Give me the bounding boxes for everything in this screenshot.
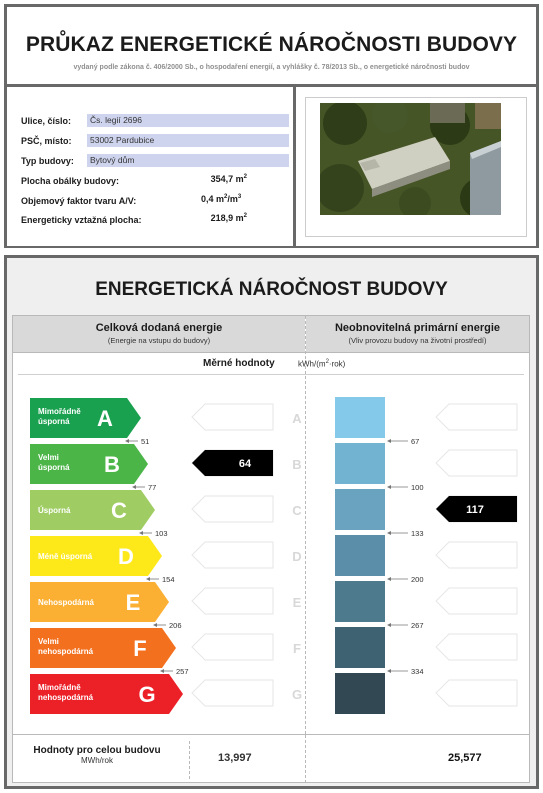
delivered-threshold-arrow-5: [153, 623, 157, 627]
specific-values-rule: [18, 374, 524, 375]
primary-threshold-6: 334: [411, 667, 424, 676]
primary-energy-bar-b: [335, 443, 385, 484]
delivered-energy-ghost-letter-d: D: [292, 549, 302, 564]
energy-class-label-e: Nehospodárná: [38, 598, 95, 607]
primary-threshold-2: 100: [411, 483, 424, 492]
specific-values-unit: kWh/$(m^2\cdot rok)$: [298, 359, 346, 369]
primary-energy-total: 25,577: [448, 752, 482, 764]
primary-threshold-arrow-4: [387, 577, 391, 581]
envelope-area-value: 354,7 $m^2$: [210, 174, 247, 184]
primary-energy-header: [306, 316, 529, 353]
delivered-energy-ghost-letter-g: G: [291, 687, 303, 702]
primary-energy-marker-slot-f: [436, 634, 517, 660]
building-aerial-photo: [320, 103, 501, 215]
primary-energy-bar-g: [335, 673, 385, 714]
delivered-threshold-6: 257: [176, 667, 189, 676]
building-type-label: Typ budovy:: [21, 156, 74, 166]
delivered-threshold-2: 77: [148, 483, 157, 492]
delivered-energy-ghost-letter-c: C: [292, 503, 302, 518]
energy-rating-title: ENERGETICKÁ NÁROČNOST BUDOVY: [95, 279, 448, 300]
building-totals-title: Hodnoty pro celou budovu: [33, 745, 161, 756]
energy-rating-inner: [7, 258, 536, 786]
energy-class-label-b-1: Velmi: [38, 453, 59, 462]
primary-threshold-arrow-6: [387, 669, 391, 673]
primary-energy-bar-e: [335, 581, 385, 622]
delivered-energy-ghost-letter-e: E: [292, 595, 302, 610]
footer-column-divider: [305, 735, 306, 783]
energy-rating-box: [4, 255, 539, 789]
delivered-energy-header: [13, 316, 305, 353]
building-totals-row: [13, 734, 529, 783]
energy-class-letter-d: D: [118, 544, 134, 569]
energy-class-label-a-2: úsporná: [38, 417, 70, 426]
specific-values-label: Měrné hodnoty: [203, 358, 275, 369]
building-type-value: Bytový dům: [87, 154, 289, 167]
primary-energy-marker-slot-b: [436, 450, 517, 476]
shape-factor-value: 0,4 $m^2/m^3$: [201, 194, 242, 204]
delivered-threshold-arrow-2: [132, 485, 136, 489]
building-photo-panel: [296, 87, 536, 246]
primary-threshold-1: 67: [411, 437, 420, 446]
energy-class-label-f-2: nehospodárná: [38, 647, 94, 656]
energy-class-label-c: Úsporná: [38, 506, 71, 515]
primary-energy-bar-c: [335, 489, 385, 530]
delivered-energy-marker-slot-g: [192, 680, 273, 706]
energy-rating-panel: [12, 315, 530, 783]
primary-energy-subtitle: (Vliv provozu budovy na životní prostředí): [348, 336, 487, 345]
building-totals-unit: MWh/rok: [81, 756, 113, 765]
primary-energy-bar-f: [335, 627, 385, 668]
street-label: Ulice, číslo:: [21, 116, 72, 126]
delivered-threshold-arrow-6: [160, 669, 164, 673]
primary-threshold-arrow-2: [387, 485, 391, 489]
delivered-energy-subtitle: (Energie na vstupu do budovy): [107, 336, 211, 345]
city-label: PSČ, místo:: [21, 136, 72, 146]
energy-class-label-g-1: Mimořádně: [38, 683, 81, 692]
energy-class-label-d: Méně úsporná: [38, 552, 93, 561]
shape-factor-label: Objemový faktor tvaru A/V:: [21, 196, 137, 206]
building-info-box: [4, 4, 539, 248]
envelope-area-label: Plocha obálky budovy:: [21, 176, 120, 186]
delivered-energy-total: 13,997: [218, 752, 252, 764]
primary-threshold-5: 267: [411, 621, 424, 630]
energy-class-letter-g: G: [138, 682, 156, 707]
delivered-energy-marker-slot-c: [192, 496, 273, 522]
certificate-header: [7, 7, 536, 84]
primary-energy-marker-slot-e: [436, 588, 517, 614]
primary-energy-bar-d: [335, 535, 385, 576]
city-value: 53002 Pardubice: [87, 134, 289, 147]
energy-class-letter-f: F: [133, 636, 147, 661]
delivered-energy-marker-slot-d: [192, 542, 273, 568]
delivered-threshold-arrow-3: [139, 531, 143, 535]
building-details: [7, 87, 293, 246]
primary-energy-marker-slot-d: [436, 542, 517, 568]
energy-class-label-a-1: Mimořádně: [38, 407, 81, 416]
delivered-threshold-4: 154: [162, 575, 175, 584]
delivered-energy-title: Celková dodaná energie: [95, 322, 223, 334]
energy-class-letter-b: B: [104, 452, 120, 477]
certificate-subtitle: vydaný podle zákona č. 406/2000 Sb., o hospodaření energií, a vyhlášky č. 78/2013 Sb., o energetické náročnosti budov: [73, 64, 470, 71]
energy-class-letter-e: E: [125, 590, 141, 615]
energy-class-scale: [13, 376, 529, 734]
primary-energy-title: Neobnovitelná primární energie: [334, 322, 501, 334]
delivered-energy-marker-slot-e: [192, 588, 273, 614]
delivered-energy-marker-slot-a: [192, 404, 273, 430]
delivered-energy-value: 64: [238, 458, 252, 470]
certificate-title: PRŮKAZ ENERGETICKÉ NÁROČNOSTI BUDOVY: [25, 33, 518, 56]
reference-area-label: Energeticky vztažná plocha:: [21, 215, 142, 225]
primary-energy-marker-slot-g: [436, 680, 517, 706]
primary-threshold-arrow-3: [387, 531, 391, 535]
delivered-energy-ghost-letter-b: B: [292, 457, 302, 472]
energy-class-label-g-2: nehospodárná: [38, 693, 94, 702]
primary-threshold-4: 200: [411, 575, 424, 584]
street-value: Čs. legií 2696: [87, 114, 289, 127]
delivered-threshold-arrow-4: [146, 577, 150, 581]
energy-class-label-f-1: Velmi: [38, 637, 59, 646]
delivered-energy-ghost-letter-a: A: [292, 411, 302, 426]
primary-energy-marker-slot-a: [436, 404, 517, 430]
delivered-energy-ghost-letter-f: F: [293, 641, 301, 656]
delivered-threshold-arrow-1: [125, 439, 129, 443]
building-totals-label: [17, 745, 177, 765]
delivered-threshold-5: 206: [169, 621, 182, 630]
delivered-threshold-3: 103: [155, 529, 168, 538]
primary-energy-bar-a: [335, 397, 385, 438]
delivered-energy-marker: [192, 450, 273, 476]
reference-area-value: 218,9 $m^2$: [210, 213, 247, 223]
primary-energy-value: 117: [466, 504, 484, 516]
delivered-energy-marker-slot-f: [192, 634, 273, 660]
delivered-threshold-1: 51: [141, 437, 150, 446]
primary-threshold-3: 133: [411, 529, 424, 538]
energy-class-label-b-2: úsporná: [38, 463, 70, 472]
footer-divider: [189, 741, 190, 779]
primary-threshold-arrow-1: [387, 439, 391, 443]
energy-class-letter-c: C: [111, 498, 127, 523]
primary-threshold-arrow-5: [387, 623, 391, 627]
energy-class-letter-a: A: [97, 406, 113, 431]
